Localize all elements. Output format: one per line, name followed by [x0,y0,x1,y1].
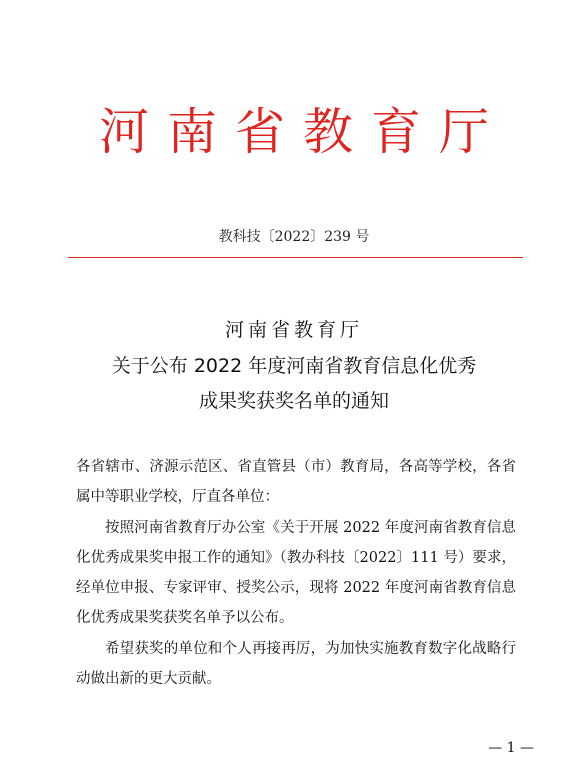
body-paragraph-2: 希望获奖的单位和个人再接再厉，为加快实施教育数字化战略行动做出新的更大贡献。 [76,641,516,687]
salutation: 各省辖市、济源示范区、省直管县（市）教育局，各高等学校，各省属中等职业学校，厅直各单位： [76,459,516,505]
letterhead-issuer: 河南省教育厅 [99,103,507,161]
document-number: 教科技〔2022〕239 号 [218,229,370,245]
page-number: — 1 — [488,740,534,756]
title-line-2: 关于公布 2022 年度河南省教育信息化优秀 [111,355,477,377]
letterhead-red-rule [68,257,523,258]
title-line-3: 成果奖获奖名单的通知 [198,390,389,412]
title-line-1: 河南省教育厅 [224,319,363,341]
body-paragraph-1: 按照河南省教育厅办公室《关于开展 2022 年度河南省教育信息化优秀成果奖申报工作的通知》（教办科技〔2022〕111 号）要求，经单位申报、专家评审、授奖公示，现将 2022 年度河南省教育信息化优秀成果奖获奖名单予以公布。 [76,520,516,626]
